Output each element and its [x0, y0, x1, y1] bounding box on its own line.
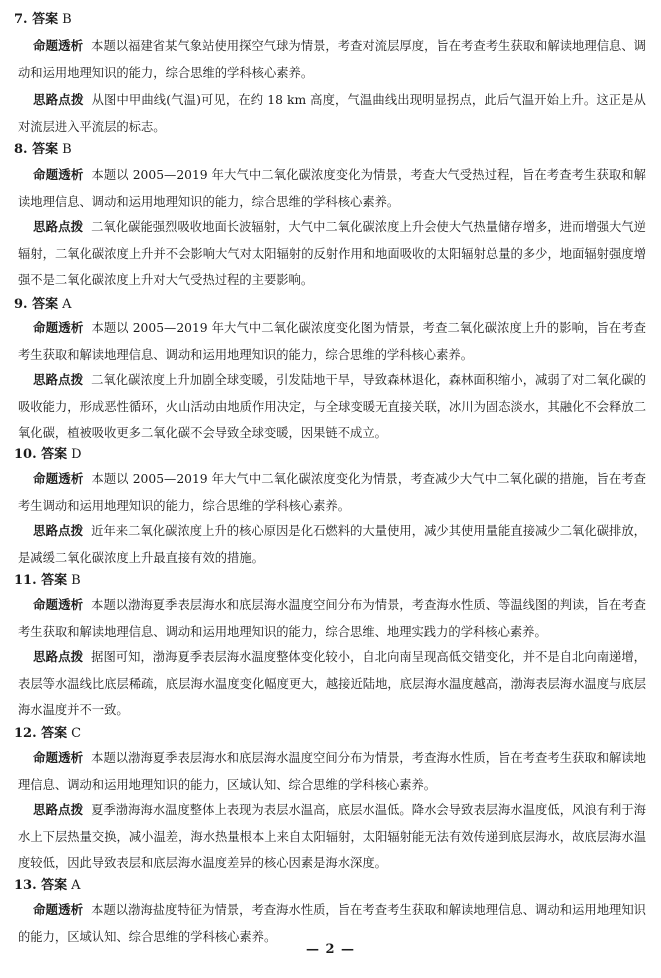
question-12-header	[14, 725, 81, 743]
tips-text: 二氧化碳能强烈吸收地面长波辐射，大气中二氧化碳浓度上升会使大气热量储存增多，进而增强大气逆辐射，二氧化碳浓度上升并不会影响大气对太阳辐射的反射作用和地面吸收的太阳辐射总量的多少，地面辐射强度增强不是二氧化碳浓度上升对大气受热过程的主要影响。	[18, 220, 646, 287]
question-7-analysis	[18, 33, 646, 86]
answer-letter: A	[71, 878, 81, 893]
answer-letter: C	[71, 726, 82, 741]
question-number: 10. 答案	[14, 447, 68, 462]
question-9-analysis	[18, 315, 646, 368]
question-number: 9. 答案	[14, 297, 59, 312]
tips-text: 从图中甲曲线(气温)可见，在约 18 km 高度，气温曲线出现明显拐点，此后气温开始上升。这正是从对流层进入平流层的标志。	[18, 93, 646, 134]
answer-letter: D	[71, 447, 82, 462]
answer-letter: B	[62, 12, 72, 27]
tips-text: 据图可知，渤海夏季表层海水温度整体变化较小，自北向南呈现高低交错变化，并不是自北向南递增，表层等水温线比底层稀疏，底层海水温度变化幅度更大，越接近陆地，底层海水温度越高，渤海表层海水温度与底层海水温度并不一致。	[18, 650, 646, 717]
tips-label: 思路点拨	[33, 372, 84, 387]
page-number: — 2 —	[305, 942, 356, 957]
tips-text: 二氧化碳浓度上升加剧全球变暖，引发陆地干旱，导致森林退化，森林面积缩小，减弱了对二氧化碳的吸收能力，形成恶性循环，火山活动由地质作用决定，与全球变暖无直接关联，冰川为固态淡水，其融化不会释放二氧化碳，植被吸收更多二氧化碳不会导致全球变暖，因果链不成立。	[18, 373, 646, 440]
tips-label: 思路点拨	[33, 802, 84, 817]
question-number: 12. 答案	[14, 726, 68, 741]
question-10-header	[14, 446, 82, 464]
tips-label: 思路点拨	[33, 649, 84, 664]
question-number: 11. 答案	[14, 573, 68, 588]
question-number: 8. 答案	[14, 142, 59, 157]
question-11-tips	[18, 644, 646, 724]
question-8-analysis	[18, 162, 646, 215]
analysis-text: 本题以 2005—2019 年大气中二氧化碳浓度变化为情景，考查大气受热过程，旨在考查考生获取和解读地理信息、调动和运用地理知识的能力，综合思维的学科核心素养。	[18, 168, 646, 209]
question-9-header	[14, 296, 72, 314]
question-12-tips	[18, 797, 646, 877]
analysis-label: 命题透析	[33, 902, 84, 917]
question-9-tips	[18, 367, 646, 447]
tips-text: 近年来二氧化碳浓度上升的核心原因是化石燃料的大量使用，减少其使用量能直接减少二氧化碳排放，是减缓二氧化碳浓度上升最直接有效的措施。	[18, 524, 646, 565]
analysis-label: 命题透析	[33, 750, 84, 765]
question-12-analysis	[18, 745, 646, 798]
analysis-label: 命题透析	[33, 597, 84, 612]
analysis-text: 本题以福建省某气象站使用探空气球为情景，考查对流层厚度，旨在考查考生获取和解读地理信息、调动和运用地理知识的能力，综合思维的学科核心素养。	[18, 39, 646, 80]
analysis-label: 命题透析	[33, 38, 84, 53]
tips-label: 思路点拨	[33, 523, 84, 538]
analysis-label: 命题透析	[33, 167, 84, 182]
question-7-tips	[18, 87, 646, 140]
analysis-text: 本题以渤海盐度特征为情景，考查海水性质，旨在考查考生获取和解读地理信息、调动和运用地理知识的能力，区域认知、综合思维的学科核心素养。	[18, 903, 646, 944]
tips-text: 夏季渤海海水温度整体上表现为表层水温高，底层水温低。降水会导致表层海水温度低，风浪有利于海水上下层热量交换，减小温差，海水热量根本上来自太阳辐射，太阳辐射能无法有效传递到底层海水，故底层海水温度较低，因此导致表层和底层海水温度差异的核心因素是海水深度。	[18, 803, 646, 870]
question-number: 7. 答案	[14, 12, 59, 27]
answer-letter: B	[71, 573, 81, 588]
question-8-tips	[18, 214, 646, 294]
question-11-analysis	[18, 592, 646, 645]
tips-label: 思路点拨	[33, 92, 84, 107]
answer-letter: A	[62, 297, 72, 312]
analysis-text: 本题以渤海夏季表层海水和底层海水温度空间分布为情景，考查海水性质、等温线图的判读，旨在考查考生获取和解读地理信息、调动和运用地理知识的能力，综合思维、地理实践力的学科核心素养。	[18, 598, 646, 639]
analysis-text: 本题以渤海夏季表层海水和底层海水温度空间分布为情景，考查海水性质，旨在考查考生获取和解读地理信息、调动和运用地理知识的能力，区域认知、综合思维的学科核心素养。	[18, 751, 646, 792]
question-11-header	[14, 572, 81, 590]
analysis-label: 命题透析	[33, 320, 84, 335]
question-8-header	[14, 141, 72, 159]
answer-letter: B	[62, 142, 72, 157]
question-number: 13. 答案	[14, 878, 68, 893]
analysis-label: 命题透析	[33, 471, 84, 486]
analysis-text: 本题以 2005—2019 年大气中二氧化碳浓度变化为情景，考查减少大气中二氧化碳的措施，旨在考查考生调动和运用地理知识的能力，综合思维的学科核心素养。	[18, 472, 646, 513]
analysis-text: 本题以 2005—2019 年大气中二氧化碳浓度变化图为情景，考查二氧化碳浓度上升的影响，旨在考查考生获取和解读地理信息、调动和运用地理知识的能力，综合思维的学科核心素养。	[18, 321, 646, 362]
tips-label: 思路点拨	[33, 219, 84, 234]
question-7-header	[14, 11, 72, 29]
question-10-analysis	[18, 466, 646, 519]
question-10-tips	[18, 518, 646, 571]
question-13-header	[14, 877, 81, 895]
